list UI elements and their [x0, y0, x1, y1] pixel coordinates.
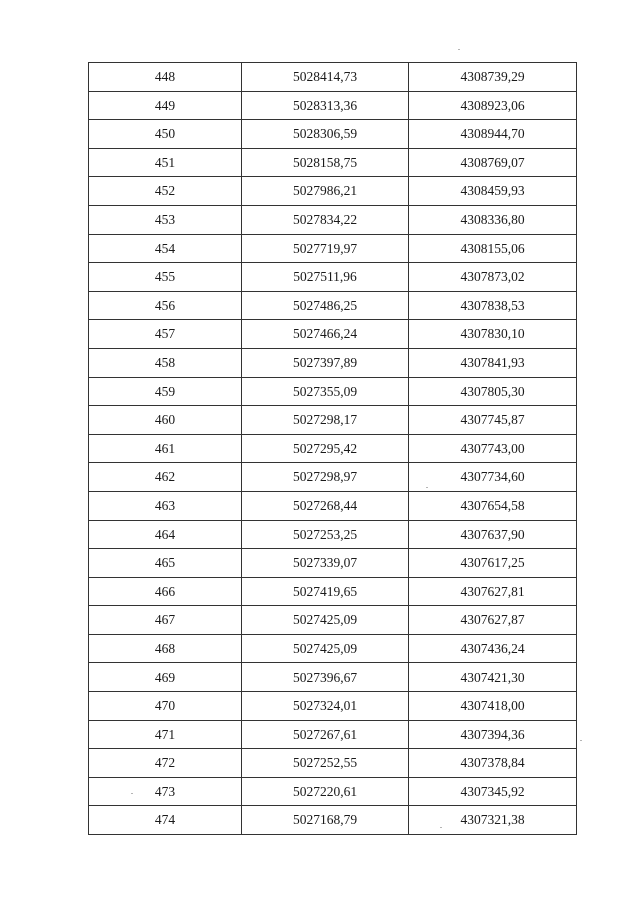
x-coordinate-cell: 5027719,97: [242, 234, 409, 263]
x-coordinate-cell: 5027298,97: [242, 463, 409, 492]
point-number-cell: 454: [89, 234, 242, 263]
point-number-cell: 459: [89, 377, 242, 406]
y-coordinate-cell: 4307321,38: [409, 806, 577, 835]
x-coordinate-cell: 5027419,65: [242, 577, 409, 606]
x-coordinate-cell: 5027396,67: [242, 663, 409, 692]
table-row: [89, 120, 577, 149]
point-number-cell: 469: [89, 663, 242, 692]
point-number-cell: 461: [89, 434, 242, 463]
point-number-cell: 457: [89, 320, 242, 349]
coordinates-table-body: [89, 63, 577, 835]
y-coordinate-cell: 4307841,93: [409, 348, 577, 377]
point-number-cell: 471: [89, 720, 242, 749]
y-coordinate-cell: 4307805,30: [409, 377, 577, 406]
table-row: [89, 491, 577, 520]
table-row: [89, 348, 577, 377]
point-number-cell: 472: [89, 749, 242, 778]
point-number-cell: 452: [89, 177, 242, 206]
x-coordinate-cell: 5027834,22: [242, 205, 409, 234]
y-coordinate-cell: 4307873,02: [409, 263, 577, 292]
point-number-cell: 467: [89, 606, 242, 635]
y-coordinate-cell: 4308769,07: [409, 148, 577, 177]
point-number-cell: 474: [89, 806, 242, 835]
scan-speck: [580, 740, 582, 741]
table-row: [89, 291, 577, 320]
x-coordinate-cell: 5027220,61: [242, 777, 409, 806]
table-row: [89, 663, 577, 692]
x-coordinate-cell: 5027425,09: [242, 606, 409, 635]
x-coordinate-cell: 5028158,75: [242, 148, 409, 177]
y-coordinate-cell: 4307418,00: [409, 692, 577, 721]
y-coordinate-cell: 4307627,87: [409, 606, 577, 635]
point-number-cell: 463: [89, 491, 242, 520]
y-coordinate-cell: 4307745,87: [409, 406, 577, 435]
y-coordinate-cell: 4308459,93: [409, 177, 577, 206]
y-coordinate-cell: 4307436,24: [409, 634, 577, 663]
x-coordinate-cell: 5027267,61: [242, 720, 409, 749]
y-coordinate-cell: 4307394,36: [409, 720, 577, 749]
table-row: [89, 520, 577, 549]
x-coordinate-cell: 5027466,24: [242, 320, 409, 349]
y-coordinate-cell: 4307637,90: [409, 520, 577, 549]
table-row: [89, 806, 577, 835]
table-row: [89, 634, 577, 663]
table-row: [89, 692, 577, 721]
x-coordinate-cell: 5027253,25: [242, 520, 409, 549]
y-coordinate-cell: 4307378,84: [409, 749, 577, 778]
point-number-cell: 460: [89, 406, 242, 435]
table-row: [89, 263, 577, 292]
table-row: [89, 320, 577, 349]
x-coordinate-cell: 5028313,36: [242, 91, 409, 120]
x-coordinate-cell: 5027339,07: [242, 549, 409, 578]
point-number-cell: 470: [89, 692, 242, 721]
x-coordinate-cell: 5027324,01: [242, 692, 409, 721]
coordinates-table: [88, 62, 577, 835]
y-coordinate-cell: 4308944,70: [409, 120, 577, 149]
y-coordinate-cell: 4307421,30: [409, 663, 577, 692]
x-coordinate-cell: 5027252,55: [242, 749, 409, 778]
y-coordinate-cell: 4308739,29: [409, 63, 577, 92]
table-row: [89, 606, 577, 635]
y-coordinate-cell: 4307830,10: [409, 320, 577, 349]
point-number-cell: 453: [89, 205, 242, 234]
table-row: [89, 720, 577, 749]
x-coordinate-cell: 5027355,09: [242, 377, 409, 406]
point-number-cell: 468: [89, 634, 242, 663]
point-number-cell: 458: [89, 348, 242, 377]
point-number-cell: 466: [89, 577, 242, 606]
table-row: [89, 777, 577, 806]
y-coordinate-cell: 4307734,60: [409, 463, 577, 492]
x-coordinate-cell: 5027986,21: [242, 177, 409, 206]
x-coordinate-cell: 5027425,09: [242, 634, 409, 663]
table-row: [89, 549, 577, 578]
y-coordinate-cell: 4307743,00: [409, 434, 577, 463]
x-coordinate-cell: 5028414,73: [242, 63, 409, 92]
table-row: [89, 91, 577, 120]
table-row: [89, 434, 577, 463]
y-coordinate-cell: 4308155,06: [409, 234, 577, 263]
table-row: [89, 577, 577, 606]
y-coordinate-cell: 4307617,25: [409, 549, 577, 578]
point-number-cell: 456: [89, 291, 242, 320]
y-coordinate-cell: 4307345,92: [409, 777, 577, 806]
table-row: [89, 148, 577, 177]
x-coordinate-cell: 5027295,42: [242, 434, 409, 463]
y-coordinate-cell: 4307627,81: [409, 577, 577, 606]
x-coordinate-cell: 5027397,89: [242, 348, 409, 377]
point-number-cell: 465: [89, 549, 242, 578]
x-coordinate-cell: 5027486,25: [242, 291, 409, 320]
y-coordinate-cell: 4307654,58: [409, 491, 577, 520]
point-number-cell: 448: [89, 63, 242, 92]
table-row: [89, 63, 577, 92]
x-coordinate-cell: 5027298,17: [242, 406, 409, 435]
point-number-cell: 464: [89, 520, 242, 549]
x-coordinate-cell: 5027511,96: [242, 263, 409, 292]
point-number-cell: 462: [89, 463, 242, 492]
point-number-cell: 455: [89, 263, 242, 292]
y-coordinate-cell: 4308336,80: [409, 205, 577, 234]
table-row: [89, 749, 577, 778]
y-coordinate-cell: 4308923,06: [409, 91, 577, 120]
table-row: [89, 234, 577, 263]
table-row: [89, 463, 577, 492]
table-row: [89, 177, 577, 206]
table-row: [89, 205, 577, 234]
point-number-cell: 451: [89, 148, 242, 177]
scan-speck: [458, 49, 460, 50]
x-coordinate-cell: 5028306,59: [242, 120, 409, 149]
point-number-cell: 450: [89, 120, 242, 149]
table-row: [89, 406, 577, 435]
x-coordinate-cell: 5027268,44: [242, 491, 409, 520]
point-number-cell: 449: [89, 91, 242, 120]
table-row: [89, 377, 577, 406]
point-number-cell: 473: [89, 777, 242, 806]
x-coordinate-cell: 5027168,79: [242, 806, 409, 835]
y-coordinate-cell: 4307838,53: [409, 291, 577, 320]
